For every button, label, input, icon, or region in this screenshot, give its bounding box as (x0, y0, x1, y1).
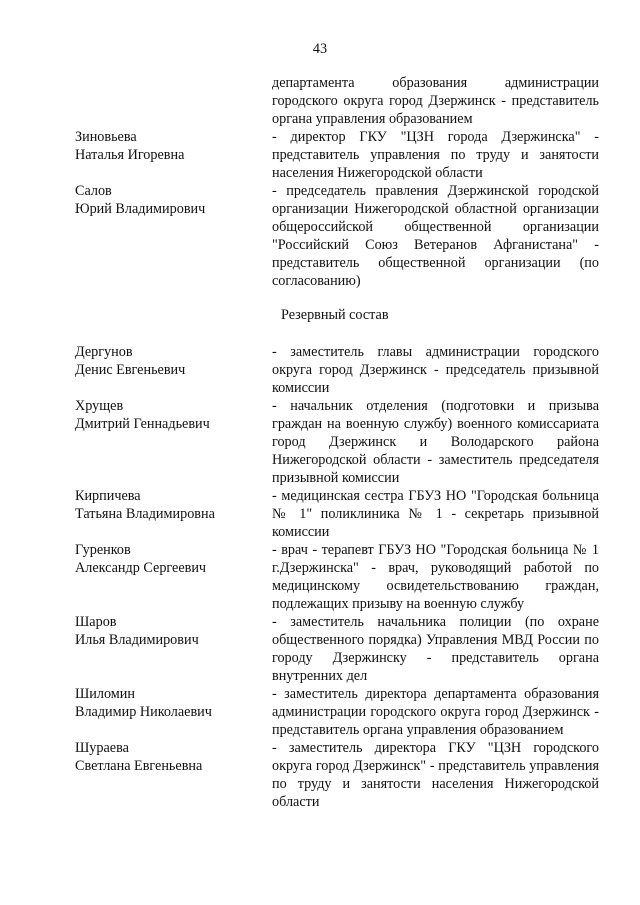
member-name (75, 128, 272, 164)
member-description: - медицинская сестра ГБУЗ НО "Городская больница № 1" поликлиника № 1 - секретарь призывной комиссии (272, 488, 599, 540)
section-title: Резервный состав (281, 307, 389, 323)
member-surname: Хрущев (75, 398, 124, 414)
member-given-names: Юрий Владимирович (75, 201, 206, 217)
member-surname: Кирпичева (75, 488, 141, 504)
member-given-names: Дмитрий Геннадьевич (75, 416, 210, 432)
member-description: - врач - терапевт ГБУЗ НО "Городская больница № 1 г.Дзержинска" - врач, руководящий работой по медицинскому освидетельствованию граждан, подлежащих призыву на военную службу (272, 542, 599, 612)
member-description: - заместитель директора департамента образования администрации городского округа город Дзержинск - представитель органа управления образованием (272, 686, 599, 738)
member-description: - заместитель начальника полиции (по охране общественного порядка) Управления МВД России по городу Дзержинску - представитель органа внутренних дел (272, 614, 599, 684)
member-name (75, 182, 272, 218)
member-surname: Салов (75, 183, 112, 199)
member-description: - заместитель главы администрации городского округа город Дзержинск - председатель призывной комиссии (272, 344, 599, 396)
member-row (75, 541, 599, 613)
member-description: департамента образования администрации городского округа город Дзержинск - представитель органа управления образованием (272, 75, 599, 127)
page-number: 43 (312, 41, 328, 57)
member-row (75, 613, 599, 685)
member-name (75, 685, 272, 721)
member-given-names: Владимир Николаевич (75, 704, 212, 720)
member-name (75, 397, 272, 433)
member-name (75, 487, 272, 523)
member-surname: Зиновьева (75, 129, 137, 145)
member-row (75, 182, 599, 290)
member-name (75, 613, 272, 649)
member-surname: Дергунов (75, 344, 133, 360)
member-description: - председатель правления Дзержинской городской организации Нижегородской областной организации общероссийской общественной организации "Российский Союз Ветеранов Афганистана" - представитель общественной организации (по согласованию) (272, 183, 599, 289)
member-surname: Шиломин (75, 686, 135, 702)
member-name (75, 739, 272, 775)
member-row (75, 74, 599, 128)
member-row (75, 685, 599, 739)
member-given-names: Илья Владимирович (75, 632, 199, 648)
member-row (75, 739, 599, 811)
member-surname: Шураева (75, 740, 129, 756)
member-name (75, 343, 272, 379)
member-row (75, 487, 599, 541)
member-given-names: Денис Евгеньевич (75, 362, 186, 378)
member-description: - директор ГКУ "ЦЗН города Дзержинска" - представитель управления по труду и занятости населения Нижегородской области (272, 129, 599, 181)
document-body (75, 74, 599, 811)
member-given-names: Александр Сергеевич (75, 560, 207, 576)
member-row (75, 397, 599, 487)
member-given-names: Наталья Игоревна (75, 147, 185, 163)
member-description: - начальник отделения (подготовки и призыва граждан на военную службу) военного комиссариата город Дзержинск и Володарского района Нижегородской области - заместитель председателя призывной комиссии (272, 398, 599, 486)
member-row (75, 128, 599, 182)
member-given-names: Светлана Евгеньевна (75, 758, 203, 774)
member-name (75, 541, 272, 577)
member-description: - заместитель директора ГКУ "ЦЗН городского округа город Дзержинск" - представитель управления по труду и занятости населения Нижегородской области (272, 740, 599, 810)
member-surname: Шаров (75, 614, 117, 630)
member-surname: Гуренков (75, 542, 131, 558)
member-given-names: Татьяна Владимировна (75, 506, 215, 522)
member-row (75, 343, 599, 397)
